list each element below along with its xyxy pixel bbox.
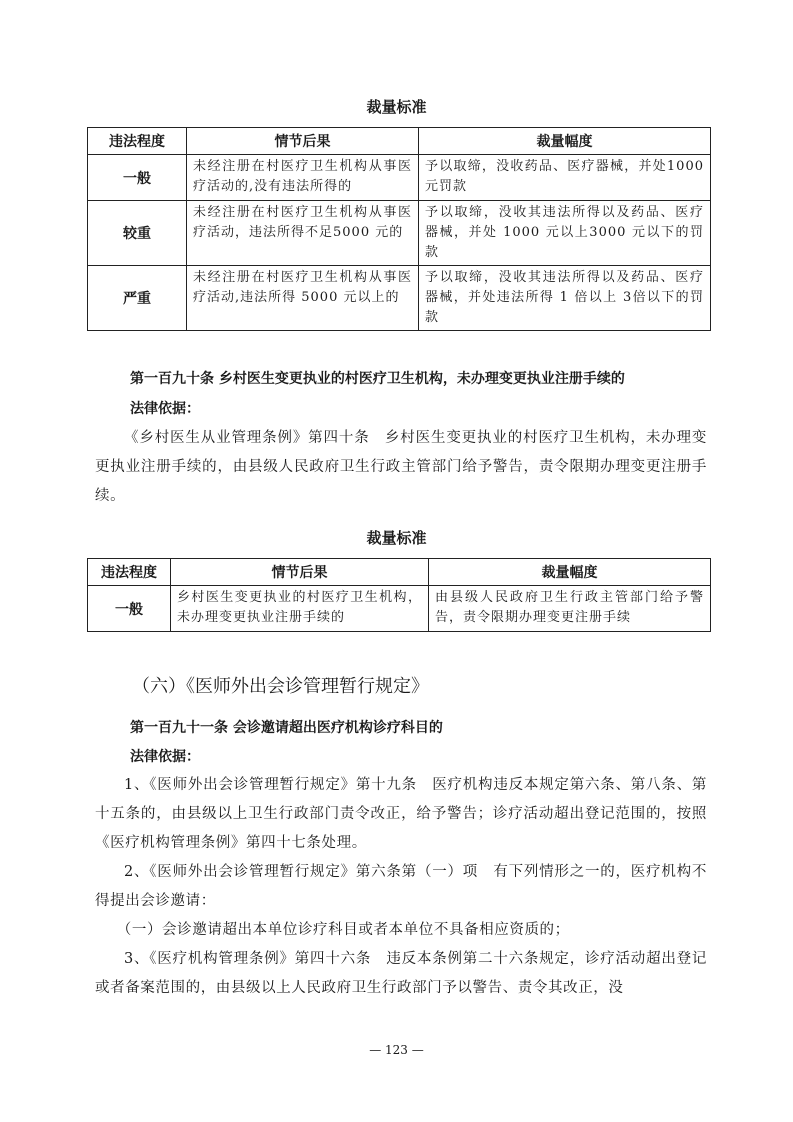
article-191-paragraph-4: 3、《医疗机构管理条例》第四十六条 违反本条例第二十六条规定，诊疗活动超出登记或者备案范围的，由县级以上人民政府卫生行政部门予以警告、责令其改正，没	[95, 951, 707, 996]
table-header-row	[88, 128, 711, 155]
header-range: 裁量幅度	[419, 128, 711, 155]
range-cell: 予以取缔，没收其违法所得以及药品、医疗器械，并处违法所得 1 倍以上 3倍以下的罚款	[419, 266, 711, 331]
page-number: — 123 —	[369, 1043, 424, 1057]
circumstance-cell: 未经注册在村医疗卫生机构从事医疗活动，违法所得不足5000 元的	[187, 201, 419, 266]
table-row	[88, 586, 711, 632]
degree-cell: 严重	[88, 266, 187, 331]
header-circumstance: 情节后果	[171, 559, 429, 586]
header-degree: 违法程度	[88, 128, 187, 155]
range-cell: 予以取缔，没收药品、医疗器械，并处1000 元罚款	[419, 155, 711, 201]
article-191-title: 第一百九十一条 会诊邀请超出医疗机构诊疗科目的	[130, 720, 443, 736]
degree-cell: 一般	[88, 586, 171, 632]
section-6-title: （六）《医师外出会诊管理暂行规定》	[132, 676, 429, 697]
table-row	[88, 155, 711, 201]
table-row	[88, 266, 711, 331]
degree-cell: 一般	[88, 155, 187, 201]
table-header-row	[88, 559, 711, 586]
header-degree: 违法程度	[88, 559, 171, 586]
range-cell: 由县级人民政府卫生行政主管部门给予警告，责令限期办理变更注册手续	[429, 586, 711, 632]
table2-caption: 裁量标准	[366, 529, 427, 547]
article-191-paragraph-3: （一）会诊邀请超出本单位诊疗科目或者本单位不具备相应资质的；	[116, 922, 570, 938]
discretion-table-2	[87, 558, 711, 632]
discretion-table-1	[87, 127, 711, 331]
header-circumstance: 情节后果	[187, 128, 419, 155]
degree-cell: 较重	[88, 201, 187, 266]
circumstance-cell: 未经注册在村医疗卫生机构从事医疗活动,违法所得 5000 元以上的	[187, 266, 419, 331]
article-190-basis-label: 法律依据：	[130, 401, 200, 417]
table-row	[88, 201, 711, 266]
article-191-basis-label: 法律依据：	[130, 749, 200, 765]
article-191-paragraph-1: 1、《医师外出会诊管理暂行规定》第十九条 医疗机构违反本规定第六条、第八条、第十五条的，由县级以上卫生行政部门责令改正，给予警告；诊疗活动超出登记范围的，按照《医疗机构管理条例》第四十七条处理。	[95, 777, 707, 851]
article-190-title: 第一百九十条 乡村医生变更执业的村医疗卫生机构，未办理变更执业注册手续的	[130, 371, 625, 387]
article-191-paragraph-2: 2、《医师外出会诊管理暂行规定》第六条第（一）项 有下列情形之一的，医疗机构不得提出会诊邀请：	[95, 864, 707, 909]
range-cell: 予以取缔，没收其违法所得以及药品、医疗器械，并处 1000 元以上3000 元以下的罚款	[419, 201, 711, 266]
article-190-text: 《乡村医生从业管理条例》第四十条 乡村医生变更执业的村医疗卫生机构，未办理变更执业注册手续的，由县级人民政府卫生行政主管部门给予警告，责令限期办理变更注册手续。	[95, 430, 707, 504]
header-range: 裁量幅度	[429, 559, 711, 586]
circumstance-cell: 乡村医生变更执业的村医疗卫生机构，未办理变更执业注册手续的	[171, 586, 429, 632]
circumstance-cell: 未经注册在村医疗卫生机构从事医疗活动的,没有违法所得的	[187, 155, 419, 201]
table1-caption: 裁量标准	[366, 98, 427, 116]
